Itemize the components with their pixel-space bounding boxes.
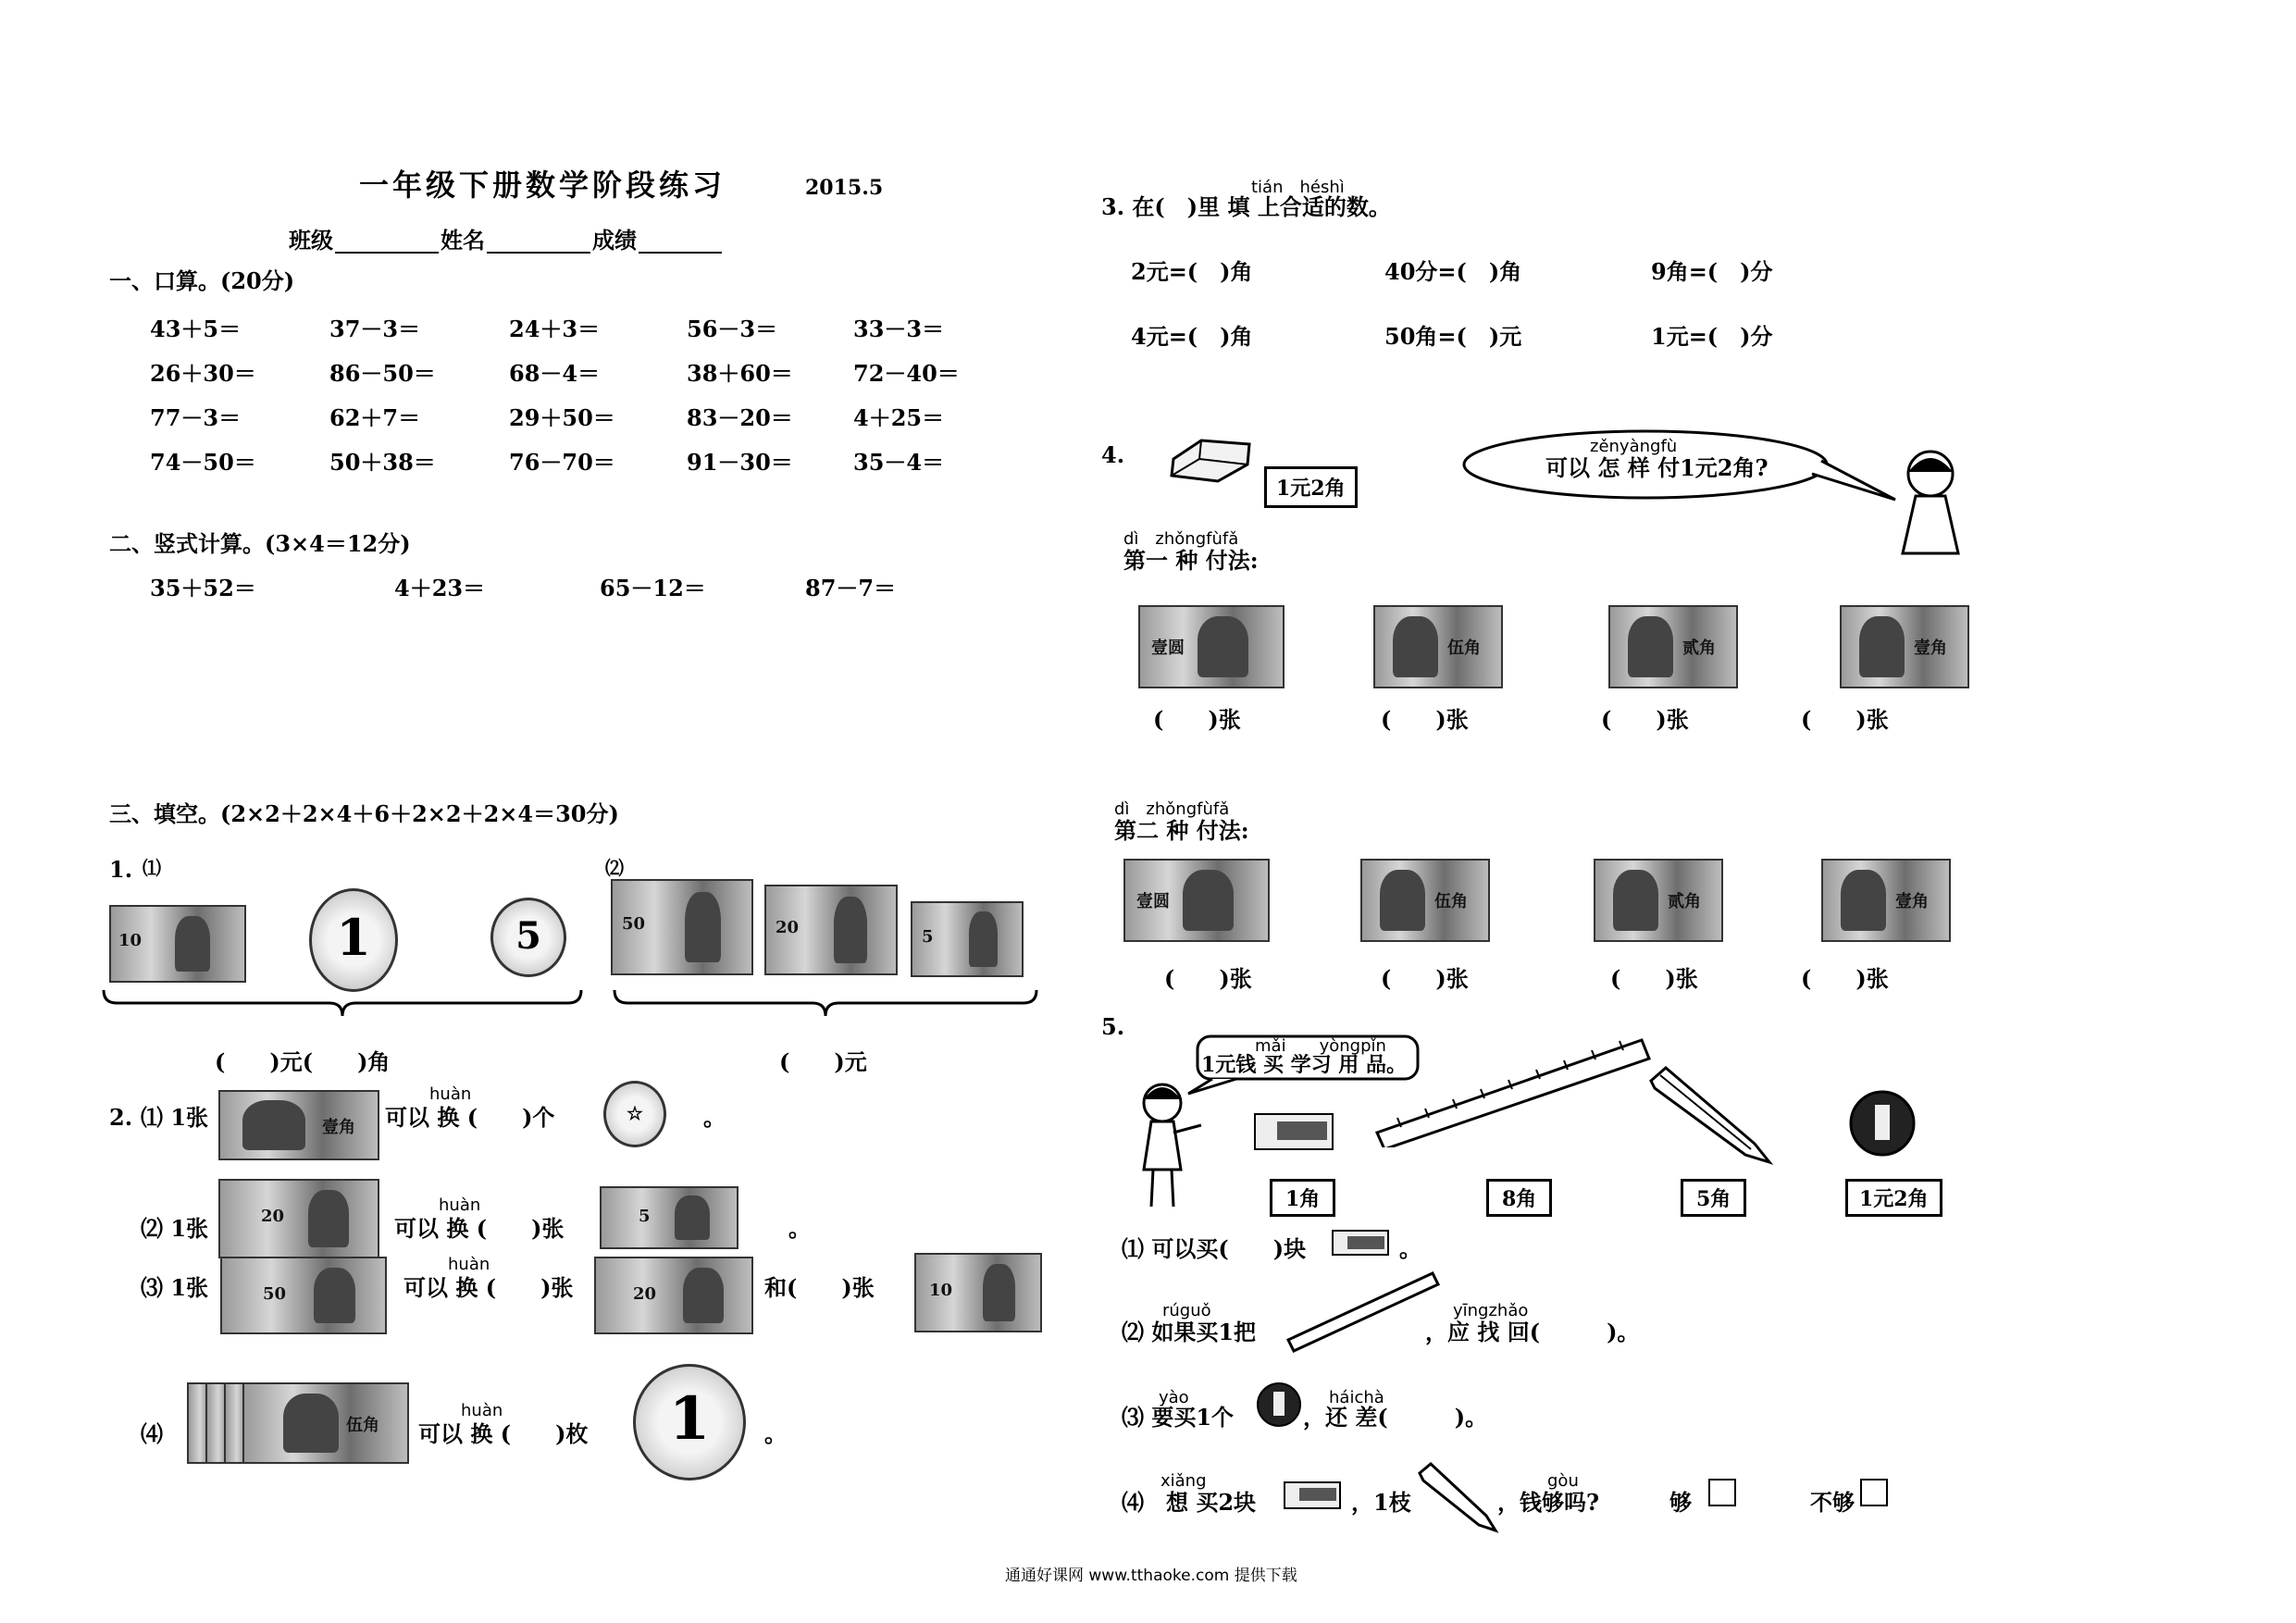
score-label: 成绩	[592, 227, 637, 254]
q4-count-blank: ( )张	[1801, 706, 1889, 733]
name-label: 姓名	[441, 227, 485, 254]
pencil-icon	[1416, 1460, 1499, 1534]
q2-2-pinyin: huàn	[439, 1196, 481, 1215]
student-girl-icon	[1125, 1077, 1209, 1216]
oral-calc-item: 86－50＝	[329, 360, 436, 387]
eraser-icon	[1281, 1475, 1346, 1516]
q4-banknote	[1840, 605, 1969, 688]
q3-blank: 9角=( )分	[1651, 258, 1773, 285]
banknote-face-value: 壹圆	[1151, 638, 1185, 658]
oral-calc-item: 33－3＝	[853, 316, 945, 342]
q3-blank: 1元=( )分	[1651, 323, 1773, 350]
section-2-heading: 二、竖式计算。(3×4＝12分)	[109, 530, 411, 557]
price-eraser: 1角	[1270, 1179, 1335, 1217]
score-field[interactable]	[639, 252, 722, 254]
oral-calc-item: 50＋38＝	[329, 449, 436, 476]
not-enough-checkbox[interactable]	[1860, 1479, 1888, 1506]
twenty-yuan-note: 20	[218, 1179, 379, 1258]
emblem-coin: ☆	[603, 1081, 666, 1147]
class-label: 班级	[289, 227, 333, 254]
q2-2-prefix: ⑵ 1张	[141, 1215, 209, 1242]
q5-1-end: 。	[1399, 1235, 1421, 1262]
oral-calc-item: 56－3＝	[687, 316, 778, 342]
q5-4-pinyin: xiǎng	[1160, 1471, 1207, 1491]
q5-2-pinyin: rúguǒ	[1162, 1301, 1211, 1320]
q4-banknote	[1123, 859, 1270, 942]
ruler-icon	[1373, 1036, 1651, 1147]
price-pencil: 5角	[1681, 1179, 1746, 1217]
q4-banknote	[1594, 859, 1723, 942]
twenty-yuan-note: 20	[764, 885, 898, 975]
enough-checkbox[interactable]	[1708, 1479, 1736, 1506]
eraser-icon	[1249, 1105, 1342, 1160]
oral-calc-item: 83－20＝	[687, 404, 793, 431]
q4-number: 4.	[1101, 441, 1125, 468]
q3-title: 3. 在( )里 填 上合适的数。	[1101, 193, 1391, 220]
oral-calc-item: 38＋60＝	[687, 360, 793, 387]
brace-left	[104, 990, 581, 1016]
enough-label: 够	[1669, 1489, 1692, 1516]
not-enough-label: 不够	[1810, 1489, 1855, 1516]
oral-calc-item: 24＋3＝	[509, 316, 601, 342]
girl-icon	[1893, 444, 1967, 564]
pencil-sharpener-icon	[1255, 1381, 1305, 1431]
q4-banknote	[1608, 605, 1738, 688]
five-yuan-note: 5	[911, 901, 1024, 977]
q4-bubble-text: 可以 怎 样 付1元2角?	[1545, 454, 1769, 481]
oral-calc-item: 76－70＝	[509, 449, 615, 476]
q2-3-prefix: ⑶ 1张	[141, 1274, 209, 1301]
method-2-pinyin: dì zhǒngfùfǎ	[1114, 799, 1230, 819]
vertical-calc-item: 4＋23＝	[394, 575, 486, 601]
q4-count-blank: ( )张	[1601, 706, 1689, 733]
q1-part-1: ⑴	[143, 857, 161, 879]
q4-price-tag: 1元2角	[1264, 466, 1358, 508]
pencil-sharpener-icon	[1845, 1088, 1919, 1162]
q2-4-pinyin: huàn	[461, 1401, 503, 1420]
q4-count-blank: ( )张	[1153, 706, 1241, 733]
q5-bubble-pinyin: mǎi yòngpǐn	[1255, 1036, 1386, 1056]
fifty-yuan-note: 50	[611, 879, 753, 975]
exam-date: 2015.5	[805, 176, 884, 200]
ten-yuan-note: 10	[914, 1253, 1042, 1332]
q5-4-text-c: ，钱够吗?	[1497, 1489, 1600, 1516]
oral-calc-item: 91－30＝	[687, 449, 793, 476]
vertical-calc-item: 65－12＝	[600, 575, 706, 601]
q2-1-end: 。	[703, 1104, 726, 1131]
banknote-face-value: 伍角	[1434, 892, 1468, 911]
banknote-face-value: 壹角	[1895, 892, 1929, 911]
q3-blank: 2元=( )角	[1131, 258, 1253, 285]
one-yuan-coin: 1	[633, 1364, 746, 1481]
eraser-icon	[1164, 431, 1257, 487]
q2-1-text: 可以 换 ( )个	[385, 1104, 555, 1131]
q3-blank: 40分=( )角	[1384, 258, 1522, 285]
oral-calc-item: 77－3＝	[150, 404, 242, 431]
q5-2-text-a: ⑵ 如果买1把	[1122, 1319, 1257, 1345]
q2-1-prefix: ⑴ 1张	[141, 1104, 209, 1131]
oral-calc-item: 37－3＝	[329, 316, 421, 342]
q4-count-blank: ( )张	[1164, 965, 1252, 992]
q2-4-end: 。	[764, 1420, 787, 1447]
q4-banknote	[1373, 605, 1503, 688]
q5-4-text-a: ⑷ 想 买2块	[1122, 1489, 1257, 1516]
oral-calc-item: 72－40＝	[853, 360, 960, 387]
one-yuan-coin: 1	[309, 888, 398, 992]
q4-bubble-pinyin: zěnyàngfù	[1590, 437, 1678, 456]
one-jiao-note: 壹角	[218, 1090, 379, 1160]
price-ruler: 8角	[1486, 1179, 1552, 1217]
q4-count-blank: ( )张	[1801, 965, 1889, 992]
class-field[interactable]	[335, 252, 439, 254]
q5-bubble-text: 1元钱 买 学习 用 品。	[1201, 1053, 1407, 1077]
fifty-yuan-note: 50	[220, 1257, 387, 1334]
q5-2-pinyin-2: yīngzhǎo	[1453, 1301, 1529, 1320]
vertical-calc-item: 87－7＝	[805, 575, 897, 601]
method-1-label: 第一 种 付法:	[1123, 547, 1259, 574]
banknote-face-value: 伍角	[1447, 638, 1481, 658]
banknote-face-value: 壹圆	[1136, 892, 1170, 911]
q5-2-text-b: ，应 找 回( )。	[1425, 1319, 1640, 1345]
method-1-pinyin: dì zhǒngfùfǎ	[1123, 529, 1239, 549]
five-jiao-coin: 5	[490, 898, 566, 977]
oral-calc-item: 4＋25＝	[853, 404, 945, 431]
banknote-face-value: 贰角	[1668, 892, 1701, 911]
brace-right	[614, 990, 1036, 1016]
q5-number: 5.	[1101, 1013, 1125, 1040]
q4-banknote	[1360, 859, 1490, 942]
oral-calc-item: 26＋30＝	[150, 360, 256, 387]
eraser-icon	[1329, 1225, 1394, 1262]
q3-pinyin: tián héshì	[1251, 178, 1345, 197]
oral-calc-item: 29＋50＝	[509, 404, 615, 431]
name-field[interactable]	[487, 252, 590, 254]
q5-3-text-b: ，还 差( )。	[1303, 1404, 1488, 1431]
oral-calc-item: 68－4＝	[509, 360, 601, 387]
oral-calc-item: 35－4＝	[853, 449, 945, 476]
q5-3-pinyin: yào	[1159, 1388, 1189, 1407]
oral-calc-item: 43＋5＝	[150, 316, 242, 342]
q2-3-text: 可以 换 ( )张	[403, 1274, 574, 1301]
q4-banknote	[1821, 859, 1951, 942]
q5-4-text-b: ，1枝	[1351, 1489, 1411, 1516]
q2-2-text: 可以 换 ( )张	[394, 1215, 565, 1242]
q3-blank: 50角=( )元	[1384, 323, 1522, 350]
section-1-heading: 一、口算。(20分)	[109, 267, 295, 294]
oral-calc-item: 62＋7＝	[329, 404, 421, 431]
q5-3-text-a: ⑶ 要买1个	[1122, 1404, 1235, 1431]
q5-3-pinyin-2: háichà	[1329, 1388, 1384, 1407]
ten-yuan-note: 10	[109, 905, 246, 983]
q3-blank: 4元=( )角	[1131, 323, 1253, 350]
banknote-face-value: 贰角	[1682, 638, 1716, 658]
banknote-face-value: 壹角	[1914, 638, 1947, 658]
ruler-icon	[1285, 1270, 1442, 1353]
page-title: 一年级下册数学阶段练习	[359, 167, 726, 203]
q2-3-pinyin: huàn	[448, 1255, 490, 1274]
section-3-heading: 三、填空。(2×2＋2×4＋6＋2×2＋2×4＝30分)	[109, 800, 619, 827]
five-yuan-note: 5	[600, 1186, 738, 1249]
q2-1-pinyin: huàn	[429, 1084, 472, 1104]
q2-3-and: 和( )张	[764, 1274, 875, 1301]
q5-1-text: ⑴ 可以买( )块	[1122, 1235, 1307, 1262]
footer-source: 通通好课网 www.tthaoke.com 提供下载	[1005, 1567, 1297, 1585]
q2-number: 2.	[109, 1104, 133, 1131]
oral-calc-item: 74－50＝	[150, 449, 256, 476]
pencil-icon	[1645, 1064, 1775, 1166]
q1-part-2: ⑵	[605, 857, 624, 879]
q2-2-end: 。	[788, 1215, 811, 1242]
method-2-label: 第二 种 付法:	[1114, 817, 1249, 844]
q2-4-prefix: ⑷	[141, 1420, 163, 1447]
price-sharpener: 1元2角	[1845, 1179, 1942, 1217]
q4-count-blank: ( )张	[1381, 965, 1469, 992]
q4-count-blank: ( )张	[1381, 706, 1469, 733]
q4-count-blank: ( )张	[1610, 965, 1698, 992]
q1-answer-1: ( )元( )角	[215, 1048, 391, 1075]
q1-answer-2: ( )元	[779, 1048, 867, 1075]
vertical-calc-item: 35＋52＝	[150, 575, 256, 601]
q2-4-text: 可以 换 ( )枚	[418, 1420, 589, 1447]
q1-number: 1.	[109, 856, 133, 883]
q4-banknote	[1138, 605, 1285, 688]
five-jiao-note: 伍角	[242, 1382, 409, 1464]
twenty-yuan-note: 20	[594, 1257, 753, 1334]
q5-4-pinyin-2: gòu	[1547, 1471, 1579, 1491]
